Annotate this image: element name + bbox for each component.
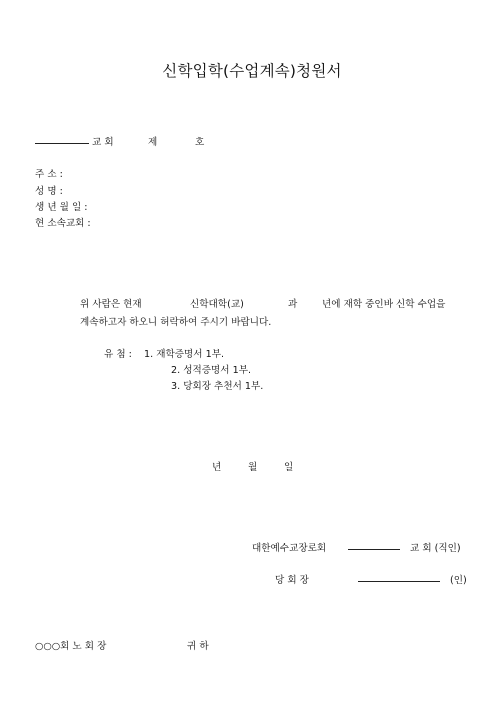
field-name-label: 성 명 : <box>35 186 63 197</box>
attachment-item-3: 3. 당회장 추천서 1부. <box>171 381 264 392</box>
signature-head-seal: (인) <box>450 575 467 586</box>
church-label: 교 회 <box>92 137 114 148</box>
signature-org: 대한예수교장로회 <box>252 543 327 554</box>
signature-head-blank <box>358 572 440 585</box>
date-year: 년 <box>212 462 222 473</box>
attachments-label: 유 첨 : <box>104 349 132 360</box>
field-church-label: 현 소속교회 : <box>35 218 91 229</box>
signature-head-label: 당 회 장 <box>275 575 309 586</box>
recipient-name: ○○○회 노 회 장 <box>35 641 107 652</box>
date-day: 일 <box>284 462 294 473</box>
blank-underline <box>35 134 89 144</box>
body-line1-c: 과 <box>288 299 298 310</box>
field-birthdate-label: 생 년 월 일 : <box>35 202 88 213</box>
date-month: 월 <box>248 462 258 473</box>
field-address-label: 주 소 : <box>35 169 63 180</box>
blank-underline <box>348 540 400 550</box>
church-blank-line <box>35 134 89 147</box>
signature-church-seal: 교 회 (직인) <box>410 543 461 554</box>
number-unit: 호 <box>195 137 205 148</box>
attachment-item-2: 2. 성적증명서 1부. <box>171 365 252 376</box>
page-title: 신학입학(수업계속)청원서 <box>162 62 342 80</box>
number-label: 제 <box>148 137 158 148</box>
body-line1-b: 신학대학(교) <box>190 299 244 310</box>
recipient-honorific: 귀 하 <box>187 641 209 652</box>
blank-underline <box>358 572 440 582</box>
body-line1-a: 위 사람은 현재 <box>80 299 142 310</box>
signature-church-blank <box>348 540 400 553</box>
body-line2: 계속하고자 하오니 허락하여 주시기 바랍니다. <box>80 317 272 328</box>
attachment-item-1: 1. 재학증명서 1부. <box>144 349 225 360</box>
body-line1-d: 년에 재학 중인바 신학 수업을 <box>322 299 446 310</box>
